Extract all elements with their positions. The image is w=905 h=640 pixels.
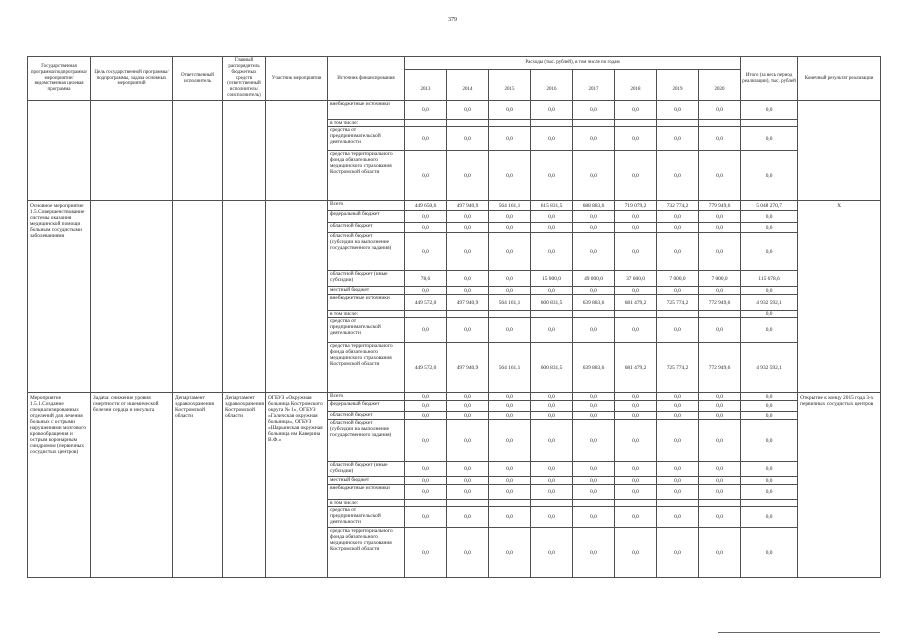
expense-2015-cell	[489, 120, 531, 127]
expense-2015-cell: 0,0	[489, 287, 531, 295]
expense-2013-cell: 0,0	[405, 462, 447, 477]
expense-2013-cell: 449 572,0	[405, 295, 447, 311]
budget-table	[27, 56, 881, 578]
expense-2013-cell: 0,0	[405, 485, 447, 500]
expense-2020-cell: 0,0	[699, 223, 741, 233]
expense-2019-cell: 0,0	[657, 211, 699, 223]
expense-2014-cell	[447, 500, 489, 507]
expense-2014-cell	[447, 120, 489, 127]
funding-source-cell: в том числе:	[328, 500, 405, 507]
expense-2015-cell: 0,0	[489, 393, 531, 401]
expense-2017-cell: 0,0	[573, 420, 615, 462]
expense-2018-cell	[615, 120, 657, 127]
expense-2013-cell: 0,0	[405, 223, 447, 233]
total-value-cell: 0,0	[741, 223, 798, 233]
total-value-cell: 0,0	[741, 528, 798, 578]
expense-2017-cell: 0,0	[573, 393, 615, 401]
expense-2016-cell: 0,0	[531, 223, 573, 233]
expense-2020-cell: 0,0	[699, 485, 741, 500]
expense-2014-cell: 0,0	[447, 271, 489, 287]
total-value-cell: 0,0	[741, 127, 798, 151]
expense-2013-cell: 0,0	[405, 151, 447, 201]
expense-2014-cell: 0,0	[447, 318, 489, 343]
header-year: 2014	[447, 70, 489, 101]
total-value-cell	[741, 120, 798, 127]
expense-2017-cell: 49 000,0	[573, 271, 615, 287]
expense-2013-cell: 0,0	[405, 211, 447, 223]
expense-2020-cell	[699, 311, 741, 318]
expense-2017-cell: 0,0	[573, 477, 615, 485]
expense-2015-cell: 0,0	[489, 528, 531, 578]
funding-source-cell: средства территориального фонда обязательного медицинского страхования Костромской области	[328, 528, 405, 578]
expense-2018-cell: 0,0	[615, 420, 657, 462]
expense-2018-cell: 0,0	[615, 528, 657, 578]
expense-2017-cell: 0,0	[573, 318, 615, 343]
expense-2019-cell: 0,0	[657, 485, 699, 500]
expense-2019-cell: 0,0	[657, 528, 699, 578]
expense-2016-cell: 0,0	[531, 420, 573, 462]
expense-2016-cell	[531, 311, 573, 318]
participant-cell	[266, 101, 328, 201]
header-year: 2015	[489, 70, 531, 101]
goal-cell	[91, 201, 173, 393]
expense-2018-cell: 37 600,0	[615, 271, 657, 287]
expense-2016-cell: 615 831,5	[531, 201, 573, 211]
expense-2015-cell: 0,0	[489, 477, 531, 485]
expense-2017-cell: 639 883,6	[573, 343, 615, 393]
table-row	[28, 393, 881, 401]
expense-2019-cell: 0,0	[657, 151, 699, 201]
header-funding-source: Источник финансирования	[328, 57, 405, 101]
expense-2016-cell: 0,0	[531, 211, 573, 223]
expense-2017-cell: 0,0	[573, 412, 615, 420]
expense-2020-cell: 0,0	[699, 507, 741, 528]
budget-holder-cell: Департамент здравоохранения Костромской области	[223, 393, 266, 578]
expense-2020-cell: 0,0	[699, 401, 741, 412]
expense-2014-cell: 0,0	[447, 477, 489, 485]
expense-2013-cell: 0,0	[405, 393, 447, 401]
expense-2016-cell: 600 831,5	[531, 343, 573, 393]
expense-2014-cell: 0,0	[447, 101, 489, 120]
expense-2018-cell: 0,0	[615, 412, 657, 420]
expense-2019-cell	[657, 500, 699, 507]
expense-2014-cell: 497 940,9	[447, 201, 489, 211]
responsible-executor-cell: Департамент здравоохранения Костромской области	[173, 393, 223, 578]
funding-source-cell: средства от предпринимательской деятельности	[328, 507, 405, 528]
expense-2013-cell: 0,0	[405, 420, 447, 462]
expense-2015-cell: 0,0	[489, 462, 531, 477]
funding-source-cell: областной бюджет (иные субсидии)	[328, 271, 405, 287]
expense-2015-cell	[489, 311, 531, 318]
total-value-cell: 0,0	[741, 318, 798, 343]
total-value-cell	[741, 500, 798, 507]
expense-2013-cell: 0,0	[405, 401, 447, 412]
expense-2018-cell	[615, 311, 657, 318]
expense-2017-cell	[573, 311, 615, 318]
header-year: 2016	[531, 70, 573, 101]
expense-2017-cell: 0,0	[573, 287, 615, 295]
expense-2019-cell: 0,0	[657, 462, 699, 477]
expense-2020-cell: 0,0	[699, 393, 741, 401]
final-result-cell	[798, 101, 881, 201]
expense-2014-cell: 0,0	[447, 211, 489, 223]
funding-source-cell: местный бюджет	[328, 477, 405, 485]
header-expenses: Расходы (тыс. рублей), в том числе по годам	[405, 57, 741, 70]
expense-2019-cell: 0,0	[657, 318, 699, 343]
participant-cell	[266, 201, 328, 393]
total-value-cell: 115 678,6	[741, 271, 798, 287]
header-participant: Участник мероприятия	[266, 57, 328, 101]
expense-2020-cell: 0,0	[699, 211, 741, 223]
header-budget-holder: Главный распорядитель бюджетных средств (ответственный исполнитель/соисполнитель)	[223, 57, 266, 101]
program-cell: Основное мероприятие 1.5.Совершенствование системы оказания медицинской помощи больным сосудистыми заболеваниями	[28, 201, 91, 393]
expense-2017-cell: 0,0	[573, 401, 615, 412]
expense-2020-cell: 772 949,6	[699, 343, 741, 393]
total-value-cell: 0,0	[741, 401, 798, 412]
expense-2015-cell: 0,0	[489, 420, 531, 462]
total-value-cell: 0,0	[741, 151, 798, 201]
expense-2019-cell: 0,0	[657, 420, 699, 462]
total-value-cell: 0,0	[741, 477, 798, 485]
expense-2016-cell	[531, 500, 573, 507]
expense-2013-cell: 0,0	[405, 233, 447, 271]
funding-source-cell: федеральный бюджет	[328, 211, 405, 223]
expense-2013-cell: 0,0	[405, 101, 447, 120]
expense-2015-cell: 0,0	[489, 101, 531, 120]
funding-source-cell: средства от предпринимательской деятельности	[328, 127, 405, 151]
expense-2014-cell: 0,0	[447, 420, 489, 462]
final-result-cell: X	[798, 201, 881, 393]
expense-2016-cell: 0,0	[531, 462, 573, 477]
total-value-cell: 0,0	[741, 287, 798, 295]
expense-2014-cell: 0,0	[447, 233, 489, 271]
total-value-cell: 0,0	[741, 233, 798, 271]
funding-source-cell: Всего	[328, 393, 405, 401]
page-number: 379	[448, 17, 457, 23]
table-row	[28, 201, 881, 211]
total-value-cell: 0,0	[741, 485, 798, 500]
expense-2013-cell: 0,0	[405, 318, 447, 343]
header-goal: Цель государственной программы/подпрограммы, задача основных мероприятий	[91, 57, 173, 101]
header-year: 2019	[657, 70, 699, 101]
expense-2015-cell: 0,0	[489, 485, 531, 500]
total-value-cell: 0,0	[741, 507, 798, 528]
program-cell: Мероприятие 1.5.1.Создание специализированных отделений для лечения больных с острыми нарушениями мозгового кровообращения и острым коронарным синдромом (первичных сосудистых центров)	[28, 393, 91, 578]
expense-2018-cell: 0,0	[615, 151, 657, 201]
expense-2015-cell: 0,0	[489, 151, 531, 201]
expense-2014-cell	[447, 311, 489, 318]
expense-2020-cell: 0,0	[699, 528, 741, 578]
expense-2017-cell: 0,0	[573, 462, 615, 477]
expense-2017-cell: 639 883,6	[573, 295, 615, 311]
total-value-cell: 0,0	[741, 412, 798, 420]
expense-2020-cell: 0,0	[699, 462, 741, 477]
expense-2017-cell: 0,0	[573, 233, 615, 271]
expense-2016-cell: 0,0	[531, 233, 573, 271]
expense-2017-cell	[573, 120, 615, 127]
expense-2015-cell: 0,0	[489, 233, 531, 271]
footer-line	[718, 632, 880, 633]
expense-2019-cell: 0,0	[657, 401, 699, 412]
expense-2018-cell: 0,0	[615, 393, 657, 401]
expense-2016-cell: 0,0	[531, 393, 573, 401]
expense-2015-cell: 0,0	[489, 211, 531, 223]
expense-2018-cell: 681 479,2	[615, 343, 657, 393]
header-total: Итого (за весь период реализации), тыс. рублей	[741, 57, 798, 101]
expense-2016-cell: 0,0	[531, 485, 573, 500]
expense-2018-cell: 0,0	[615, 477, 657, 485]
header-responsible-executor: Ответственный исполнитель	[173, 57, 223, 101]
expense-2018-cell: 0,0	[615, 223, 657, 233]
expense-2019-cell: 0,0	[657, 477, 699, 485]
expense-2016-cell: 0,0	[531, 507, 573, 528]
expense-2016-cell: 0,0	[531, 101, 573, 120]
expense-2018-cell: 0,0	[615, 101, 657, 120]
expense-2019-cell	[657, 311, 699, 318]
expense-2018-cell: 0,0	[615, 401, 657, 412]
expense-2013-cell: 0,0	[405, 287, 447, 295]
expense-2015-cell: 0,0	[489, 318, 531, 343]
expense-2013-cell: 449 572,0	[405, 343, 447, 393]
expense-2016-cell: 0,0	[531, 401, 573, 412]
goal-cell	[91, 101, 173, 201]
expense-2016-cell: 0,0	[531, 528, 573, 578]
expense-2020-cell: 0,0	[699, 412, 741, 420]
expense-2020-cell: 0,0	[699, 233, 741, 271]
expense-2019-cell: 0,0	[657, 233, 699, 271]
funding-source-cell: федеральный бюджет	[328, 401, 405, 412]
header-final-result: Конечный результат реализации	[798, 57, 881, 101]
expense-2014-cell: 0,0	[447, 127, 489, 151]
expense-2020-cell: 0,0	[699, 127, 741, 151]
funding-source-cell: внебюджетные источники	[328, 101, 405, 120]
total-value-cell: 4 932 592,1	[741, 343, 798, 393]
budget-holder-cell	[223, 201, 266, 393]
expense-2019-cell	[657, 120, 699, 127]
expense-2020-cell: 0,0	[699, 420, 741, 462]
expense-2014-cell: 0,0	[447, 401, 489, 412]
expense-2018-cell: 681 479,2	[615, 295, 657, 311]
expense-2020-cell: 779 949,6	[699, 201, 741, 211]
expense-2020-cell: 0,0	[699, 101, 741, 120]
header-year: 2017	[573, 70, 615, 101]
funding-source-cell: в том числе:	[328, 120, 405, 127]
expense-2020-cell: 772 949,6	[699, 295, 741, 311]
final-result-cell: Открытие к концу 2015 года 3-х первичных сосудистых центров	[798, 393, 881, 578]
funding-source-cell: в том числе:	[328, 311, 405, 318]
total-value-cell: 0,0	[741, 393, 798, 401]
goal-cell: Задача: снижение уровня смертности от ишемической болезни сердца и инсульта	[91, 393, 173, 578]
expense-2017-cell: 0,0	[573, 528, 615, 578]
expense-2018-cell	[615, 500, 657, 507]
funding-source-cell: областной бюджет (субсидии на выполнение государственного задания)	[328, 420, 405, 462]
table-body	[28, 101, 881, 578]
expense-2017-cell: 0,0	[573, 485, 615, 500]
table-header	[28, 57, 881, 101]
expense-2018-cell: 0,0	[615, 287, 657, 295]
responsible-executor-cell	[173, 201, 223, 393]
expense-2015-cell: 0,0	[489, 271, 531, 287]
expense-2016-cell: 600 831,5	[531, 295, 573, 311]
total-value-cell: 0,0	[741, 211, 798, 223]
header-row	[28, 57, 881, 70]
expense-2016-cell: 0,0	[531, 412, 573, 420]
expense-2014-cell: 0,0	[447, 287, 489, 295]
funding-source-cell: местный бюджет	[328, 287, 405, 295]
expense-2016-cell: 0,0	[531, 477, 573, 485]
expense-2014-cell: 0,0	[447, 462, 489, 477]
expense-2019-cell: 0,0	[657, 393, 699, 401]
expense-2014-cell: 497 940,9	[447, 343, 489, 393]
budget-holder-cell	[223, 101, 266, 201]
expense-2018-cell: 719 079,2	[615, 201, 657, 211]
funding-source-cell: внебюджетные источники	[328, 485, 405, 500]
expense-2017-cell: 688 883,6	[573, 201, 615, 211]
expense-2020-cell: 7 000,0	[699, 271, 741, 287]
expense-2015-cell: 0,0	[489, 507, 531, 528]
expense-2013-cell: 0,0	[405, 477, 447, 485]
expense-2018-cell: 0,0	[615, 462, 657, 477]
funding-source-cell: средства территориального фонда обязательного медицинского страхования Костромской области	[328, 343, 405, 393]
total-value-cell: 0,0	[741, 420, 798, 462]
funding-source-cell: средства территориального фонда обязательного медицинского страхования Костромской области	[328, 151, 405, 201]
expense-2018-cell: 0,0	[615, 233, 657, 271]
expense-2019-cell: 0,0	[657, 127, 699, 151]
participant-cell: ОГБУЗ «Окружная больница Костромского округа № 1», ОГБУЗ «Галичская окружная больница», ОГБУЗ «Шарьинская окружная больница им Каверина В.Ф.»	[266, 393, 328, 578]
header-year: 2020	[699, 70, 741, 101]
expense-2017-cell: 0,0	[573, 101, 615, 120]
funding-source-cell: областной бюджет	[328, 412, 405, 420]
expense-2016-cell: 15 000,0	[531, 271, 573, 287]
expense-2016-cell: 0,0	[531, 151, 573, 201]
total-value-cell: 5 048 270,7	[741, 201, 798, 211]
header-year: 2018	[615, 70, 657, 101]
header-program: Государственная программа/подпрограмма/мероприятие/ведомственная целевая программа	[28, 57, 91, 101]
expense-2019-cell: 732 774,2	[657, 201, 699, 211]
expense-2017-cell: 0,0	[573, 223, 615, 233]
expense-2016-cell	[531, 120, 573, 127]
expense-2019-cell: 0,0	[657, 412, 699, 420]
funding-source-cell: внебюджетные источники	[328, 295, 405, 311]
table-row	[28, 101, 881, 120]
expense-2015-cell: 0,0	[489, 412, 531, 420]
expense-2015-cell: 0,0	[489, 401, 531, 412]
expense-2013-cell: 449 650,6	[405, 201, 447, 211]
expense-2017-cell	[573, 500, 615, 507]
expense-2013-cell: 0,0	[405, 412, 447, 420]
funding-source-cell: областной бюджет	[328, 223, 405, 233]
responsible-executor-cell	[173, 101, 223, 201]
expense-2019-cell: 0,0	[657, 223, 699, 233]
expense-2013-cell: 0,0	[405, 528, 447, 578]
expense-2017-cell: 0,0	[573, 211, 615, 223]
expense-2016-cell: 0,0	[531, 127, 573, 151]
expense-2016-cell: 0,0	[531, 287, 573, 295]
expense-2019-cell: 725 774,2	[657, 343, 699, 393]
expense-2017-cell: 0,0	[573, 127, 615, 151]
expense-2020-cell	[699, 500, 741, 507]
expense-2014-cell: 497 940,9	[447, 295, 489, 311]
expense-2020-cell	[699, 120, 741, 127]
expense-2013-cell	[405, 120, 447, 127]
expense-2014-cell: 0,0	[447, 412, 489, 420]
expense-2018-cell: 0,0	[615, 485, 657, 500]
funding-source-cell: областной бюджет (иные субсидии)	[328, 462, 405, 477]
expense-2020-cell: 0,0	[699, 477, 741, 485]
expense-2016-cell: 0,0	[531, 318, 573, 343]
expense-2020-cell: 0,0	[699, 151, 741, 201]
expense-2015-cell	[489, 500, 531, 507]
total-value-cell: 0,0	[741, 101, 798, 120]
expense-2015-cell: 564 161,1	[489, 295, 531, 311]
expense-2013-cell: 0,0	[405, 127, 447, 151]
funding-source-cell: средства от предпринимательской деятельности	[328, 318, 405, 343]
funding-source-cell: областной бюджет (субсидии на выполнение государственного задания)	[328, 233, 405, 271]
expense-2019-cell: 0,0	[657, 507, 699, 528]
expense-2013-cell: 0,0	[405, 507, 447, 528]
expense-2014-cell: 0,0	[447, 223, 489, 233]
total-value-cell: 0,0	[741, 311, 798, 318]
expense-2015-cell: 0,0	[489, 127, 531, 151]
expense-2015-cell: 564 161,1	[489, 343, 531, 393]
funding-source-cell: Всего	[328, 201, 405, 211]
expense-2013-cell	[405, 311, 447, 318]
expense-2013-cell	[405, 500, 447, 507]
expense-2018-cell: 0,0	[615, 318, 657, 343]
expense-2014-cell: 0,0	[447, 393, 489, 401]
expense-2019-cell: 0,0	[657, 287, 699, 295]
total-value-cell: 4 932 592,1	[741, 295, 798, 311]
expense-2020-cell: 0,0	[699, 287, 741, 295]
expense-2014-cell: 0,0	[447, 507, 489, 528]
expense-2017-cell: 0,0	[573, 507, 615, 528]
header-year: 2013	[405, 70, 447, 101]
expense-2020-cell: 0,0	[699, 318, 741, 343]
expense-2017-cell: 0,0	[573, 151, 615, 201]
expense-2013-cell: 78,6	[405, 271, 447, 287]
expense-2014-cell: 0,0	[447, 485, 489, 500]
expense-2018-cell: 0,0	[615, 211, 657, 223]
expense-2019-cell: 0,0	[657, 101, 699, 120]
expense-2014-cell: 0,0	[447, 151, 489, 201]
expense-2019-cell: 725 774,2	[657, 295, 699, 311]
expense-2018-cell: 0,0	[615, 507, 657, 528]
expense-2015-cell: 0,0	[489, 223, 531, 233]
expense-2014-cell: 0,0	[447, 528, 489, 578]
program-cell	[28, 101, 91, 201]
expense-2018-cell: 0,0	[615, 127, 657, 151]
expense-2015-cell: 564 161,1	[489, 201, 531, 211]
expense-2019-cell: 7 000,0	[657, 271, 699, 287]
total-value-cell: 0,0	[741, 462, 798, 477]
